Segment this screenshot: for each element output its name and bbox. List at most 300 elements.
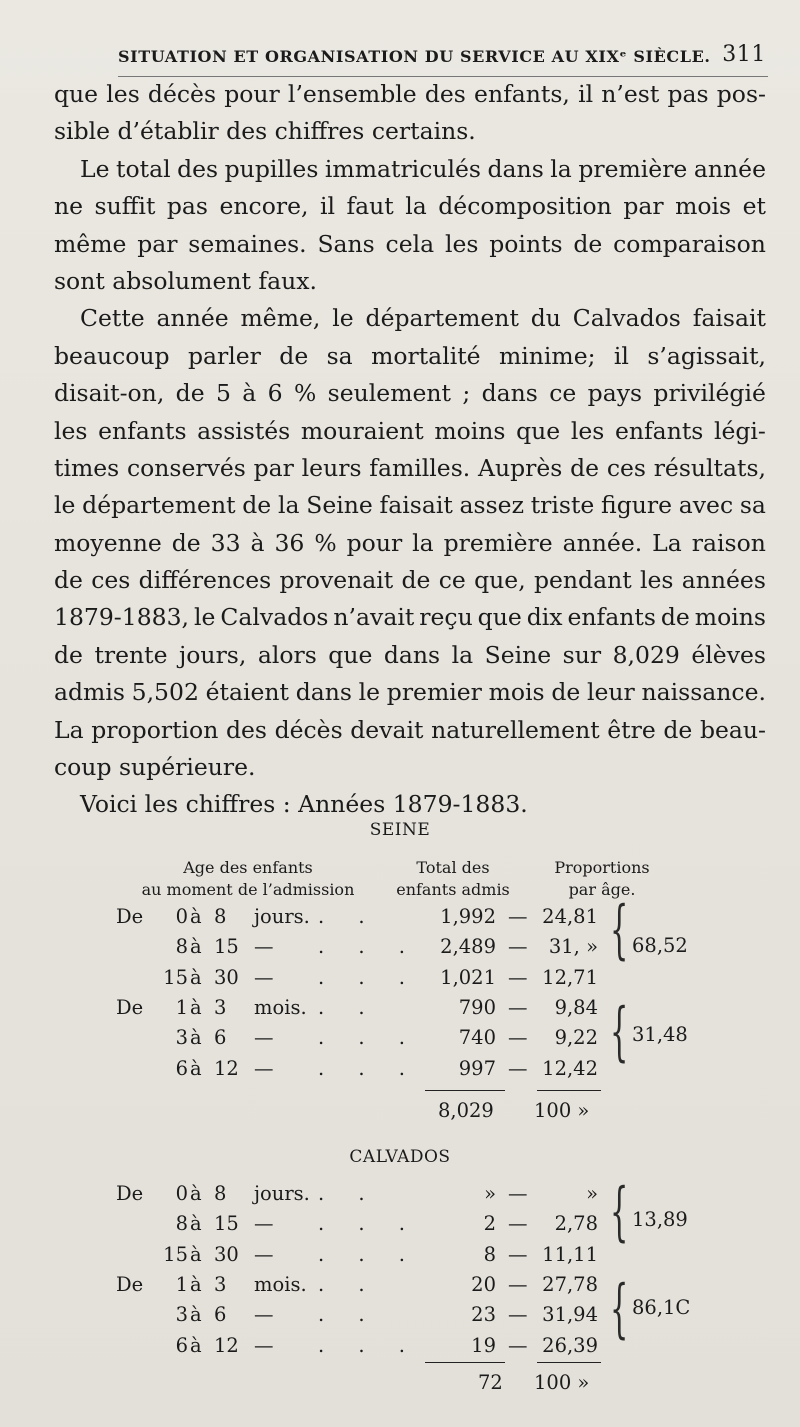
text-line [54,525,766,562]
text-line [54,226,766,263]
leader-dots: . . . [318,1056,419,1080]
body-text [54,76,766,824]
age-separator: à [190,965,202,989]
table-row [0,1334,800,1368]
word: beaucoup [54,341,170,370]
word: 33 [210,528,241,557]
word: par [137,229,178,258]
column-header-proportions [542,857,662,901]
word: jours, [179,640,247,669]
total-admitted: 2,489 [440,935,496,959]
age-unit: — [254,965,274,989]
word: dans [481,379,538,408]
age-unit: mois. [254,995,307,1019]
proportion: 31, » [548,935,598,959]
column-header-age [118,857,378,901]
seine-total-rule [425,1090,505,1091]
word: s’agissait, [647,341,766,370]
text-line [54,151,766,188]
word: 8,029 [612,640,680,669]
leader-dots: . . [318,1303,379,1327]
word: les [639,566,674,595]
word: moins [694,603,766,632]
leader-dots: . . [318,1272,379,1296]
word: et [742,192,766,221]
leader-dots: . . [318,1182,379,1205]
word: 6 [267,379,283,408]
word: la [550,154,572,183]
word: faisait [692,304,766,333]
word: disait-on, [54,379,165,408]
word: Seine [306,491,373,520]
word: sa [739,491,766,520]
word: de [242,491,272,520]
age-separator: à [190,1212,202,1236]
total-admitted: 1,021 [440,965,496,989]
age-from: 8 [175,1212,188,1236]
word: de [175,379,205,408]
word: de [54,640,83,669]
word: à [250,528,265,557]
seine-prop-rule [537,1090,601,1091]
word: semaines. [188,229,307,258]
calvados-prop-rule [537,1362,601,1363]
word: les [444,229,479,258]
row-prefix: De [116,995,144,1019]
word: que [328,640,373,669]
text-line [54,562,766,599]
word: 1879-1883, [54,603,190,632]
column-header-age-line1: Age des enfants [183,858,313,877]
calvados-group1-value: 13,89 [632,1208,688,1231]
word: assez [459,491,524,520]
word: année [693,154,766,183]
word: la [412,528,434,557]
column-header-proportions-line1: Proportions [554,858,650,877]
text-line: sible d’établir des chiffres certains. [54,117,476,146]
age-to: 30 [214,965,239,989]
dash-separator: — [508,995,528,1019]
word: que [516,416,561,445]
word: première [578,154,688,183]
word: ce [438,566,466,595]
word: de [279,341,309,370]
text-line [54,375,766,412]
proportion: 26,39 [542,1333,598,1357]
word: mois [488,678,545,707]
age-from: 6 [175,1056,188,1080]
age-separator: à [190,935,202,959]
word: la [277,491,300,520]
word: beau- [699,715,766,744]
text-line: sont absolument faux. [54,266,317,295]
word: leurs [301,453,362,482]
total-admitted: 23 [471,1303,496,1327]
word: étaient [205,678,289,707]
word: par [623,192,664,221]
word: dix [526,603,563,632]
word: pupilles [224,154,319,183]
age-separator: à [190,1333,202,1357]
word: enfants, [474,80,570,108]
word: que [54,80,99,108]
text-line [54,413,766,450]
word: différences [138,566,272,595]
seine-table-title: SEINE [369,820,431,840]
word: moins [434,416,506,445]
word: il [578,80,594,108]
word: provenait [279,566,394,595]
proportion: » [586,1182,598,1205]
age-unit: — [254,1026,274,1050]
age-to: 15 [214,935,239,959]
word: enfants [567,603,656,632]
word: La [54,715,84,744]
word: le [54,491,76,520]
word: le [358,678,381,707]
word: de [660,603,690,632]
word: de [663,715,693,744]
age-unit: — [254,1303,274,1327]
word: élèves [691,640,766,669]
seine-sum-total: 8,029 [438,1099,494,1122]
total-admitted: 19 [471,1333,496,1357]
proportion: 11,11 [542,1242,598,1266]
word: Calvados [220,603,329,632]
seine-sum-prop: 100 » [534,1099,590,1122]
word: n’est [601,80,660,108]
proportion: 9,22 [554,1026,598,1050]
word: trente [94,640,168,669]
word: comparaison [613,229,766,258]
word: pas [166,192,208,221]
word: mouraient [300,416,424,445]
word: Auprès [478,453,563,482]
word: de [171,528,201,557]
age-unit: — [254,1056,274,1080]
proportion: 12,42 [542,1056,598,1080]
word: familles. [369,453,471,482]
leader-dots: . . . [318,1212,419,1236]
leader-dots: . . [318,995,379,1019]
text-line [54,450,766,487]
age-to: 8 [214,905,227,928]
dash-separator: — [508,905,528,928]
word: reçu [419,603,473,632]
word: devait [350,715,424,744]
age-unit: — [254,935,274,959]
leader-dots: . . . [318,935,419,959]
proportion: 9,84 [554,995,598,1019]
word: assistés [197,416,291,445]
word: du [530,304,561,333]
word: de [570,453,600,482]
word: des [177,154,219,183]
word: mortalité [371,341,481,370]
dash-separator: — [508,1182,528,1205]
word: cela [385,229,435,258]
word: premier [386,678,482,707]
word: points [489,229,563,258]
word: suffit [94,192,156,221]
age-separator: à [190,1303,202,1327]
seine-group1-brace: { [610,893,629,967]
word: mois [675,192,732,221]
word: total [116,154,171,183]
word: ce [549,379,577,408]
word: times [54,453,120,482]
word: % [293,379,317,408]
word: n’avait [333,603,415,632]
proportion: 31,94 [542,1303,598,1327]
age-unit: — [254,1333,274,1357]
word: faut [346,192,394,221]
age-separator: à [190,1242,202,1266]
dash-separator: — [508,1303,528,1327]
age-from: 3 [175,1026,188,1050]
table-row [0,966,800,1000]
word: pas [667,80,709,108]
calvados-total-rule [425,1362,505,1363]
age-from: 1 [175,1272,188,1296]
text-line: Voici les chiffres : Années 1879-1883. [80,790,528,819]
word: la [451,640,474,669]
word: Sans [317,229,375,258]
word: les [570,416,605,445]
age-from: 8 [175,935,188,959]
word: par [253,453,294,482]
word: même, [240,304,321,333]
word: département [82,491,236,520]
word: sa [326,341,353,370]
word: alors [257,640,317,669]
word: pour [224,80,280,108]
word: avec [678,491,734,520]
dash-separator: — [508,935,528,959]
age-unit: — [254,1212,274,1236]
calvados-sum-prop: 100 » [534,1371,590,1394]
word: encore, [219,192,309,221]
text-line [54,599,766,636]
dash-separator: — [508,1333,528,1357]
age-from: 15 [163,1242,188,1266]
text-line: coup supérieure. [54,753,256,782]
dash-separator: — [508,1212,528,1236]
word: pays [587,379,643,408]
word: dans [383,640,441,669]
age-separator: à [190,1056,202,1080]
calvados-table-title: CALVADOS [349,1147,451,1167]
word: Le [80,154,110,183]
word: triste [530,491,595,520]
age-unit: jours. [254,905,310,928]
word: naturellement [431,715,600,744]
word: 5 [215,379,231,408]
dash-separator: — [508,1272,528,1296]
age-separator: à [190,1182,202,1205]
word: moyenne [54,528,162,557]
text-line [54,300,766,337]
word: même [54,229,127,258]
text-line [54,712,766,749]
word: ; [462,379,471,408]
age-from: 0 [175,1182,188,1205]
word: ces [91,566,131,595]
total-admitted: 8 [483,1242,496,1266]
word: naissance. [641,678,766,707]
age-from: 1 [175,995,188,1019]
text-line [54,76,766,113]
calvados-group1-brace: { [610,1175,629,1249]
age-separator: à [190,1272,202,1296]
age-separator: à [190,905,202,928]
word: faisait [379,491,453,520]
dash-separator: — [508,1026,528,1050]
word: parler [187,341,261,370]
word: Cette [80,304,145,333]
word: de [54,566,83,595]
total-admitted: » [484,1182,496,1205]
word: que [477,603,522,632]
word: privilégié [653,379,766,408]
proportion: 27,78 [542,1272,598,1296]
word: il [319,192,335,221]
word: décès [274,715,343,744]
word: admis [54,678,125,707]
word: décès [147,80,217,108]
word: seulement [327,379,451,408]
word: la [405,192,427,221]
word: il [613,341,629,370]
word: figure [601,491,673,520]
age-from: 3 [175,1303,188,1327]
row-prefix: De [116,1182,144,1205]
column-header-proportions-line2: par âge. [568,880,636,899]
age-separator: à [190,995,202,1019]
word: % [314,528,337,557]
total-admitted: 2 [483,1212,496,1236]
table-row [0,1243,800,1277]
word: légi- [713,416,766,445]
proportion: 24,81 [542,905,598,928]
word: les [106,80,140,108]
word: conservés [126,453,246,482]
column-header-total-line2: enfants admis [396,880,510,899]
age-unit: — [254,1242,274,1266]
leader-dots: . . . [318,1333,419,1357]
age-to: 3 [214,1272,227,1296]
word: minime; [498,341,596,370]
age-to: 8 [214,1182,227,1205]
leader-dots: . . . [318,965,419,989]
word: des [225,715,267,744]
total-admitted: 20 [471,1272,496,1296]
age-to: 3 [214,995,227,1019]
text-line [54,487,766,524]
running-head [118,40,768,77]
age-separator: à [190,1026,202,1050]
age-from: 15 [163,965,188,989]
text-line [54,637,766,674]
proportion: 12,71 [542,965,598,989]
page-number: 311 [722,42,766,67]
total-admitted: 1,992 [440,905,496,928]
word: les [54,416,88,445]
word: La [652,528,682,557]
dash-separator: — [508,965,528,989]
age-from: 0 [175,905,188,928]
word: que, [474,566,526,595]
calvados-group2-value: 86,1C [632,1296,691,1319]
word: raison [691,528,766,557]
word: de [573,229,603,258]
word: 5,502 [131,678,199,707]
age-to: 6 [214,1026,227,1050]
word: être [607,715,656,744]
age-to: 12 [214,1333,239,1357]
column-header-total-line1: Total des [416,858,490,877]
word: Calvados [572,304,681,333]
word: leur [586,678,635,707]
text-line [54,188,766,225]
age-from: 6 [175,1333,188,1357]
word: l’ensemble [287,80,417,108]
age-to: 6 [214,1303,227,1327]
word: année [156,304,229,333]
word: ces [606,453,646,482]
word: dans [487,154,544,183]
leader-dots: . . [318,905,379,928]
word: décomposition [438,192,612,221]
dash-separator: — [508,1242,528,1266]
word: le [194,603,216,632]
calvados-sum-total: 72 [478,1371,503,1394]
word: années [681,566,766,595]
row-prefix: De [116,1272,144,1296]
seine-group2-value: 31,48 [632,1023,688,1046]
word: pour [346,528,403,557]
text-line [54,674,766,711]
word: Seine [484,640,552,669]
dash-separator: — [508,1056,528,1080]
proportion: 2,78 [554,1212,598,1236]
age-unit: mois. [254,1272,307,1296]
word: département [365,304,519,333]
word: première [443,528,553,557]
total-admitted: 997 [458,1056,496,1080]
text-line [54,338,766,375]
word: de [401,566,431,595]
leader-dots: . . . [318,1242,419,1266]
word: pendant [533,566,632,595]
word: à [242,379,257,408]
column-header-age-line2: au moment de l’admission [141,880,355,899]
age-to: 12 [214,1056,239,1080]
table-row [0,1057,800,1091]
word: résultats, [653,453,766,482]
leader-dots: . . . [318,1026,419,1050]
word: pos- [716,80,766,108]
seine-group1-value: 68,52 [632,934,688,957]
word: immatriculés [324,154,481,183]
age-unit: jours. [254,1182,310,1205]
word: proportion [91,715,219,744]
column-header-total [388,857,518,901]
word: enfants [614,416,704,445]
word: enfants [98,416,187,445]
word: de [551,678,581,707]
word: dans [295,678,352,707]
